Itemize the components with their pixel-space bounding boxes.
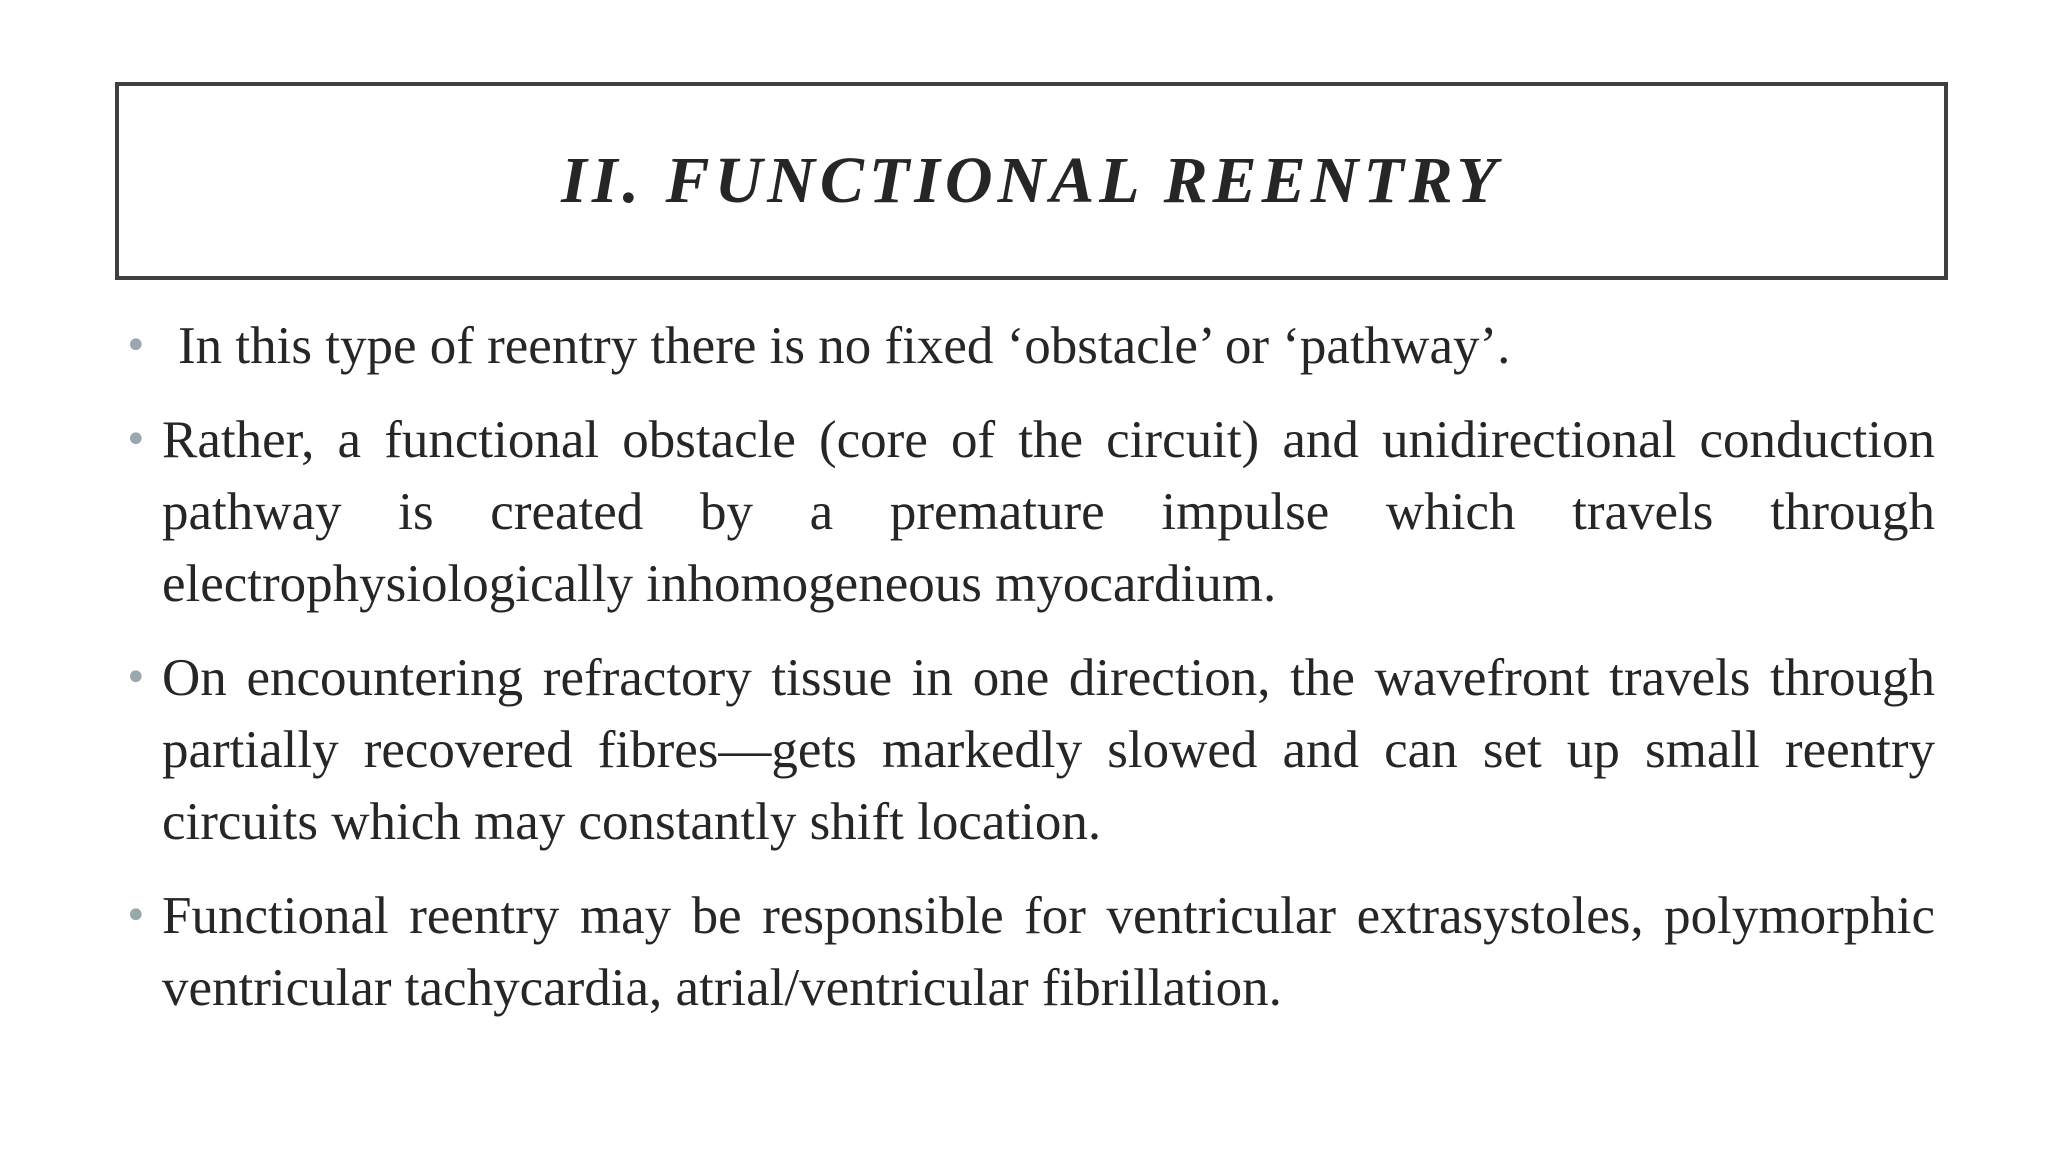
bullet-item xyxy=(120,310,1935,382)
bullet-text: Rather, a functional obstacle (core of the circuit) and unidirectional conduction pathway is created by a premature impulse which travels through electrophysiologically inhomogeneous myocardium. xyxy=(162,411,1935,613)
bullet-text: Functional reentry may be responsible for ventricular extrasystoles, polymorphic ventricular tachycardia, atrial/ventricular fibrillation. xyxy=(162,887,1935,1017)
bullet-item xyxy=(120,880,1935,1024)
slide-title: II. FUNCTIONAL REENTRY xyxy=(561,144,1502,217)
bullet-item xyxy=(120,642,1935,858)
bullet-text: In this type of reentry there is no fixed ‘obstacle’ or ‘pathway’. xyxy=(178,317,1511,375)
title-box xyxy=(115,82,1948,280)
bullet-icon: • xyxy=(124,417,148,463)
bullet-list xyxy=(120,310,1935,1046)
bullet-icon: • xyxy=(124,323,148,369)
bullet-text: On encountering refractory tissue in one direction, the wavefront travels through partially recovered fibres—gets markedly slowed and can set up small reentry circuits which may constantly shift location. xyxy=(162,649,1935,851)
bullet-icon: • xyxy=(124,655,148,701)
bullet-item xyxy=(120,404,1935,620)
bullet-icon: • xyxy=(124,893,148,939)
